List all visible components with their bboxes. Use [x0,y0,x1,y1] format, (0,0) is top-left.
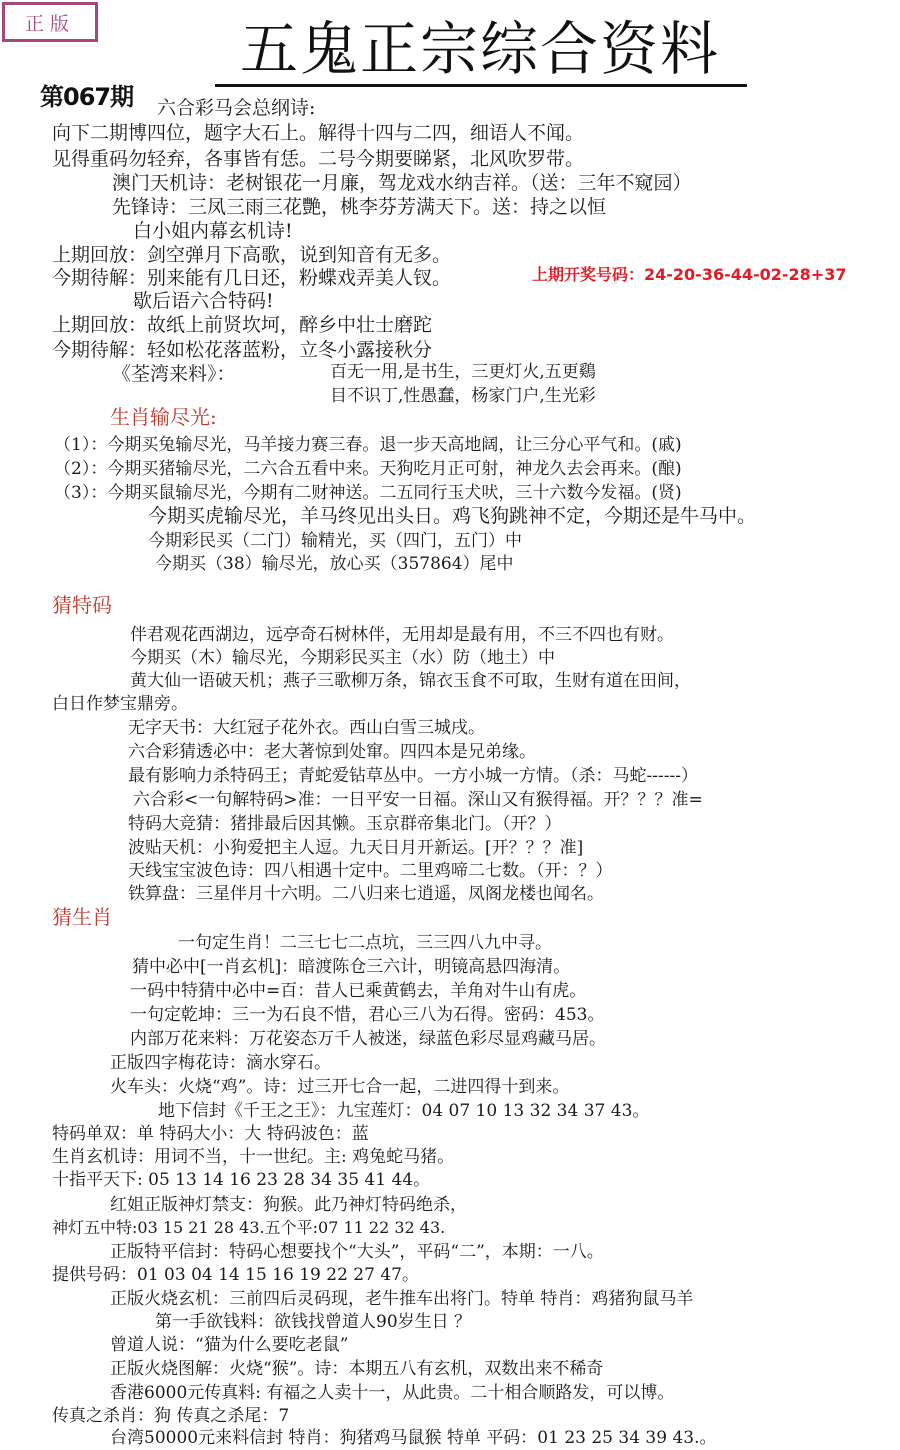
issue-number: 第067期 [40,83,134,111]
text-line: 台湾50000元来料信封 特肖：狗猪鸡马鼠猴 特单 平码：01 23 25 34 39 43.。 [110,1428,717,1448]
text-line: 特码大竞猜：猪排最后因其懒。玉京群帝集北门。（开？） [128,814,562,834]
text-line: 曾道人说：“猫为什么要吃老鼠” [110,1335,349,1355]
last-draw-result: 上期开奖号码：24-20-36-44-02-28+37 [532,265,847,284]
text-line: 伴君观花西湖边，远亭奇石树林伴，无用却是最有用，不三不四也有财。 [130,625,674,645]
text-line: 上期回放：故纸上前贤坎坷，醉乡中壮士磨跎 [52,314,433,336]
text-line: 今期买虎输尽光，羊马终见出头日。鸡飞狗跳神不定，今期还是牛马中。 [148,505,757,527]
text-line: 生肖玄机诗：用词不当，十一世纪。主: 鸡兔蛇马猪。 [52,1147,455,1167]
poem-heading: 六合彩马会总纲诗: [157,97,316,119]
text-line: 六合彩猜透必中：老大著惊到处窜。四四本是兄弟缘。 [128,742,536,762]
section-heading-zodiac-lose: 生肖输尽光: [110,405,217,429]
text-line: （2）：今期买猪输尽光，二六合五看中来。天狗吃月正可射，神龙久去会再来。(酿) [54,459,682,479]
text-line: 一句定乾坤：三一为石良不惜，君心三八为石得。密码：453。 [130,1005,605,1025]
text-line: 目不识丁,性愚蠢，杨家门户,生光彩 [330,386,596,406]
text-line: 黄大仙一语破天机；燕子三歌柳万条，锦衣玉食不可取，生财有道在田间， [130,671,691,691]
text-line: 波贴天机：小狗爱把主人逗。九天日月开新运。[开？？？准] [128,838,584,858]
text-line: 一句定生肖！二三七七二点坑，三三四八九中寻。 [178,933,552,953]
text-line: 上期回放：剑空弹月下高歌，说到知音有无多。 [52,244,452,266]
text-line: 百无一用,是书生，三更灯火,五更鷄 [330,362,596,382]
section-heading-guess-zodiac: 猜生肖 [52,905,112,929]
text-line: 今期买（38）输尽光，放心买（357864）尾中 [155,554,514,574]
page-title: 五鬼正宗综合资料 [239,15,720,83]
text-line: 地下信封《千王之王》：九宝莲灯：04 07 10 13 32 34 37 43。 [158,1101,650,1121]
text-line: 六合彩<一句解特码>准：一日平安一日福。深山又有猴得福。开？？？准= [133,790,703,810]
text-line: 今期待解：别来能有几日还，粉蝶戏弄美人钗。 [52,267,452,289]
text-line: 白日作梦宝鼎旁。 [52,694,188,714]
text-line: 铁算盘：三星伴月十六明。二八归来七逍遥，凤阁龙楼也闻名。 [128,884,604,904]
authentic-badge [2,2,98,42]
text-line: 一码中特猜中必中=百：昔人已乘黄鹤去，羊角对牛山有虎。 [130,981,587,1001]
text-line: 无字天书：大红冠子花外衣。西山白雪三城戌。 [128,718,485,738]
text-line: 《荃湾来料》： [112,363,236,385]
text-line: 火车头：火烧“鸡”。诗：过三开七合一起，二进四得十到来。 [110,1077,570,1097]
badge-label: 正版 [24,12,75,35]
text-line: （1）：今期买兔输尽光，马羊接力赛三春。退一步天高地阔，让三分心平气和。(戚) [54,435,682,455]
text-line: 正版火烧玄机：三前四后灵码现，老牛推车出将门。特单 特肖：鸡猪狗鼠马羊 [110,1289,694,1309]
text-line: 今期买（木）输尽光，今期彩民买主（水）防（地土）中 [130,648,555,668]
text-line: 最有影响力杀特码王；青蛇爱钻草丛中。一方小城一方情。（杀：马蛇------） [128,766,698,786]
text-line: 白小姐内幕玄机诗! [133,220,293,242]
text-line: 见得重码勿轻弃，各事皆有恁。二号今期要睇紧，北风吹罗带。 [52,148,585,170]
text-line: 正版火烧图解：火烧“猴”。诗：本期五八有玄机，双数出来不稀奇 [110,1359,604,1379]
text-line: 天线宝宝波色诗：四八相遇十定中。二里鸡啼二七数。（开：？） [128,861,613,881]
text-line: 今期彩民买（二门）输精光，买（四门，五门）中 [148,531,522,551]
text-line: 正版特平信封：特码心想要找个“大头”，平码“二”，本期：一八。 [110,1242,604,1262]
text-line: 内部万花来料：万花姿态万千人被迷，绿蓝色彩尽显鸡藏马居。 [130,1029,606,1049]
text-line: 提供号码：01 03 04 14 15 16 19 22 27 47。 [52,1265,419,1285]
text-line: （3）：今期买鼠输尽光，今期有二财神送。二五同行玉犬吠，三十六数今发福。(贤) [54,483,682,503]
text-line: 香港6000元传真料: 有福之人卖十一，从此贵。二十相合顺路发，可以博。 [110,1383,675,1403]
text-line: 向下二期博四位，题字大石上。解得十四与二四，细语人不闻。 [52,122,585,144]
text-line: 歇后语六合特码! [133,290,274,312]
text-line: 十指平天下: 05 13 14 16 23 28 34 35 41 44。 [52,1170,431,1190]
section-heading-guess-special: 猜特码 [52,593,112,617]
text-line: 澳门天机诗：老树银花一月廉，驾龙戏水纳吉祥。（送：三年不窥园） [112,172,692,194]
text-line: 红姐正版神灯禁支：狗猴。此乃神灯特码绝杀， [110,1195,467,1215]
text-line: 正版四字梅花诗：滴水穿石。 [110,1053,331,1073]
text-line: 特码单双：单 特码大小：大 特码波色：蓝 [52,1124,369,1144]
text-line: 神灯五中特:03 15 21 28 43.五个平:07 11 22 32 43. [52,1218,446,1237]
text-line: 先锋诗：三凤三雨三花艷，桃李芬芳满天下。送：持之以恒 [112,196,607,218]
text-line: 传真之杀肖：狗 传真之杀尾：7 [52,1406,290,1426]
text-line: 今期待解：轻如松花落蓝粉，立冬小露接秋分 [52,339,433,361]
text-line: 猜中必中[一肖玄机]：暗渡陈仓三六计，明镜高悬四海清。 [132,957,571,977]
text-line: 第一手欲钱料：欲钱找曾道人90岁生日 ？ [155,1312,472,1332]
title-underline [215,84,747,87]
